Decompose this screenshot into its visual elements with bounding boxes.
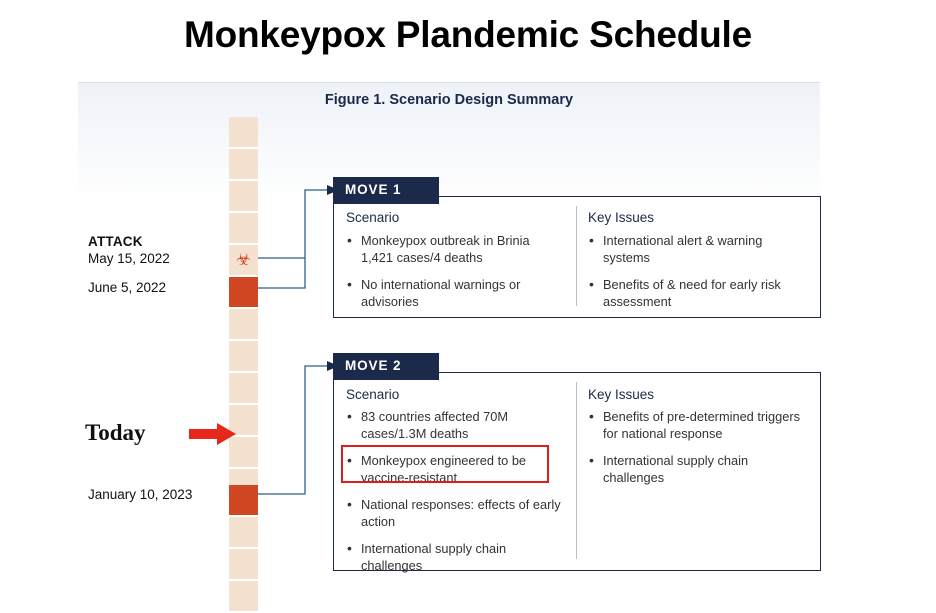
timeline-cell [229,213,258,245]
list-item-text: National responses: effects of early action [361,497,561,529]
list-item [346,497,561,530]
move-1-column-divider [576,206,577,306]
timeline-cell [229,181,258,213]
list-item [588,453,803,486]
attack-date-label: May 15, 2022 [88,251,170,266]
timeline-cell [229,341,258,373]
timeline-cell [229,581,258,613]
list-item-text: Monkeypox engineered to be vaccine-resistant [361,453,527,485]
list-item-text: International alert & warning systems [603,233,763,265]
page-title: Monkeypox Plandemic Schedule [183,14,753,55]
figure-caption: Figure 1. Scenario Design Summary [324,92,574,108]
move-2-column-divider [576,382,577,559]
attack-label: ATTACK [88,234,143,249]
biohazard-icon: ☣ [229,245,258,277]
move-1-keyissues-list [588,233,803,321]
timeline-cell [229,309,258,341]
list-item-text: International supply chain challenges [361,541,507,573]
list-item [346,233,564,266]
june-date-label: June 5, 2022 [88,280,167,295]
move-2-scenario-heading: Scenario [346,387,400,402]
timeline-marker-january [229,485,258,517]
timeline-ribbon [229,117,258,585]
red-arrow-icon [189,421,237,447]
timeline-marker-june [229,277,258,309]
list-item [346,409,561,442]
list-item [588,409,803,442]
timeline-cell [229,373,258,405]
list-item [588,277,803,310]
list-item-text: Benefits of pre-determined triggers for national response [603,409,801,441]
move-2-tag: MOVE 2 [333,353,439,380]
timeline-cell [229,517,258,549]
move-1-keyissues-heading: Key Issues [588,210,655,225]
move-2-keyissues-heading: Key Issues [588,387,655,402]
list-item-text: International supply chain challenges [603,453,749,485]
list-item-text: No international warnings or advisories [361,277,521,309]
list-item-text: Benefits of & need for early risk assessment [603,277,781,309]
highlight-annotation-box [341,445,549,483]
move-2-keyissues-list [588,409,803,497]
timeline-cell [229,549,258,581]
today-label: Today [85,420,146,445]
january-date-label: January 10, 2023 [88,487,193,502]
move-2-scenario-list [346,409,561,585]
move-1-scenario-list [346,233,564,321]
list-item [588,233,803,266]
list-item-text: 83 countries affected 70M cases/1.3M deaths [361,409,509,441]
timeline-cell [229,117,258,149]
list-item [346,541,561,574]
move-1-scenario-heading: Scenario [346,210,400,225]
move-1-tag: MOVE 1 [333,177,439,204]
timeline-cell [229,149,258,181]
list-item [346,277,564,310]
list-item-text: Monkeypox outbreak in Brinia 1,421 cases/4 deaths [361,233,530,265]
